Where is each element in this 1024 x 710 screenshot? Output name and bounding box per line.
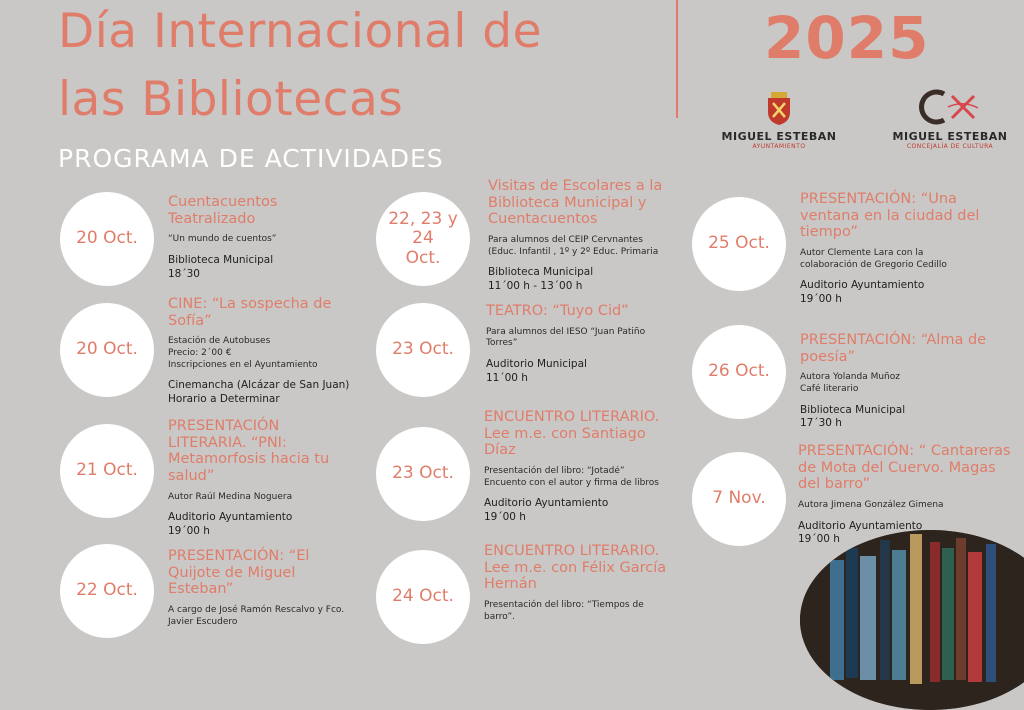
event-description: A cargo de José Ramón Rescalvo y Fco. Javier Escudero <box>168 605 345 627</box>
logo2-name: MIGUEL ESTEBAN <box>892 130 1008 143</box>
event-item <box>168 194 277 281</box>
event-item <box>486 303 645 385</box>
event-title: PRESENTACIÓN: “Una ventana en la ciudad del tiempo” <box>800 191 980 241</box>
event-item <box>484 409 659 525</box>
event-item <box>488 178 662 294</box>
event-location: Cinemancha (Alcázar de San Juan) Horario a Determinar <box>168 379 350 406</box>
date-circle: 24 Oct. <box>376 550 470 644</box>
event-description: Autora Yolanda Muñoz Café literario <box>800 372 900 395</box>
event-item <box>484 543 666 631</box>
date-circle: 22, 23 y 24 Oct. <box>376 192 470 286</box>
divider-line <box>676 0 678 118</box>
date-circle: 23 Oct. <box>376 427 470 521</box>
books-photo <box>800 530 1024 710</box>
date-circle: 25 Oct. <box>692 197 786 291</box>
date-circle: 26 Oct. <box>692 325 786 419</box>
event-item <box>168 296 349 407</box>
event-description: Estación de Autobuses Precio: 2´00 € Inscripciones en el Ayuntamiento <box>168 336 318 370</box>
subtitle: PROGRAMA DE ACTIVIDADES <box>58 144 444 173</box>
date-circle: 7 Nov. <box>692 452 786 546</box>
logo1-name: MIGUEL ESTEBAN <box>721 130 837 143</box>
event-title: PRESENTACIÓN LITERARIA. “PNI: Metamorfosis hacia tu salud” <box>168 418 330 485</box>
event-description: “Un mundo de cuentos” <box>168 234 277 245</box>
logo1-sub: AYUNTAMIENTO <box>752 143 806 150</box>
event-item <box>800 332 986 431</box>
event-title: ENCUENTRO LITERARIO. Lee m.e. con Félix García Hernán <box>484 543 667 593</box>
date-circle: 21 Oct. <box>60 424 154 518</box>
concejalia-logo <box>892 88 1008 150</box>
event-location: Auditorio Ayuntamiento 19´00 h <box>798 519 923 546</box>
event-title: PRESENTACIÓN: “El Quijote de Miguel Esteban” <box>168 548 310 598</box>
year: 2025 <box>764 4 930 72</box>
date-circle: 22 Oct. <box>60 544 154 638</box>
event-description: Presentación del libro: “Tiempos de barro”. <box>484 600 644 622</box>
event-description: Autor Raúl Medina Noguera <box>168 491 293 502</box>
event-item <box>168 418 329 539</box>
ayuntamiento-logo <box>716 92 842 150</box>
event-location: Auditorio Ayuntamiento 19´00 h <box>484 497 609 524</box>
title-line-2: las Bibliotecas <box>58 72 404 127</box>
event-description: Autora Jimena González Gimena <box>798 500 944 511</box>
event-description: Para alumnos del CEIP Cervnantes (Educ. Infantil , 1º y 2º Educ. Primaria <box>488 235 659 257</box>
event-location: Biblioteca Municipal 17´30 h <box>800 403 906 430</box>
logo2-sub: CONCEJALÍA DE CULTURA <box>906 143 994 150</box>
event-title: PRESENTACIÓN: “ Cantareras de Mota del Cuervo. Magas del barro” <box>798 443 1011 493</box>
culture-logo-icon <box>918 88 982 126</box>
date-circle: 20 Oct. <box>60 192 154 286</box>
date-circle: 23 Oct. <box>376 303 470 397</box>
title-line-1: Día Internacional de <box>58 4 543 59</box>
event-title: Cuentacuentos Teatralizado <box>168 194 278 227</box>
event-description: Autor Clemente Lara con la colaboración de Gregorio Cedillo <box>800 248 947 270</box>
event-location: Biblioteca Municipal 11´00 h - 13´00 h <box>488 266 594 293</box>
event-title: PRESENTACIÓN: “Alma de poesía” <box>800 332 987 365</box>
event-title: TEATRO: “Tuyo Cid” <box>486 303 629 319</box>
event-description: Presentación del libro: “Jotadé” Encuento con el autor y firma de libros <box>484 466 659 488</box>
date-circle: 20 Oct. <box>60 303 154 397</box>
coat-of-arms-icon <box>766 92 792 126</box>
event-title: Visitas de Escolares a la Biblioteca Municipal y Cuentacuentos <box>488 178 663 228</box>
event-title: ENCUENTRO LITERARIO. Lee m.e. con Santiago Díaz <box>484 409 660 459</box>
event-title: CINE: “La sospecha de Sofía” <box>168 296 332 329</box>
event-location: Biblioteca Municipal 18´30 <box>168 254 274 280</box>
event-location: Auditorio Ayuntamiento 19´00 h <box>800 279 925 306</box>
event-location: Auditorio Ayuntamiento 19´00 h <box>168 511 293 538</box>
event-item <box>168 548 344 636</box>
event-description: Para alumnos del IESO “Juan Patiño Torres” <box>486 326 646 349</box>
event-location: Auditorio Municipal 11´00 h <box>486 358 587 384</box>
event-item <box>800 191 979 307</box>
